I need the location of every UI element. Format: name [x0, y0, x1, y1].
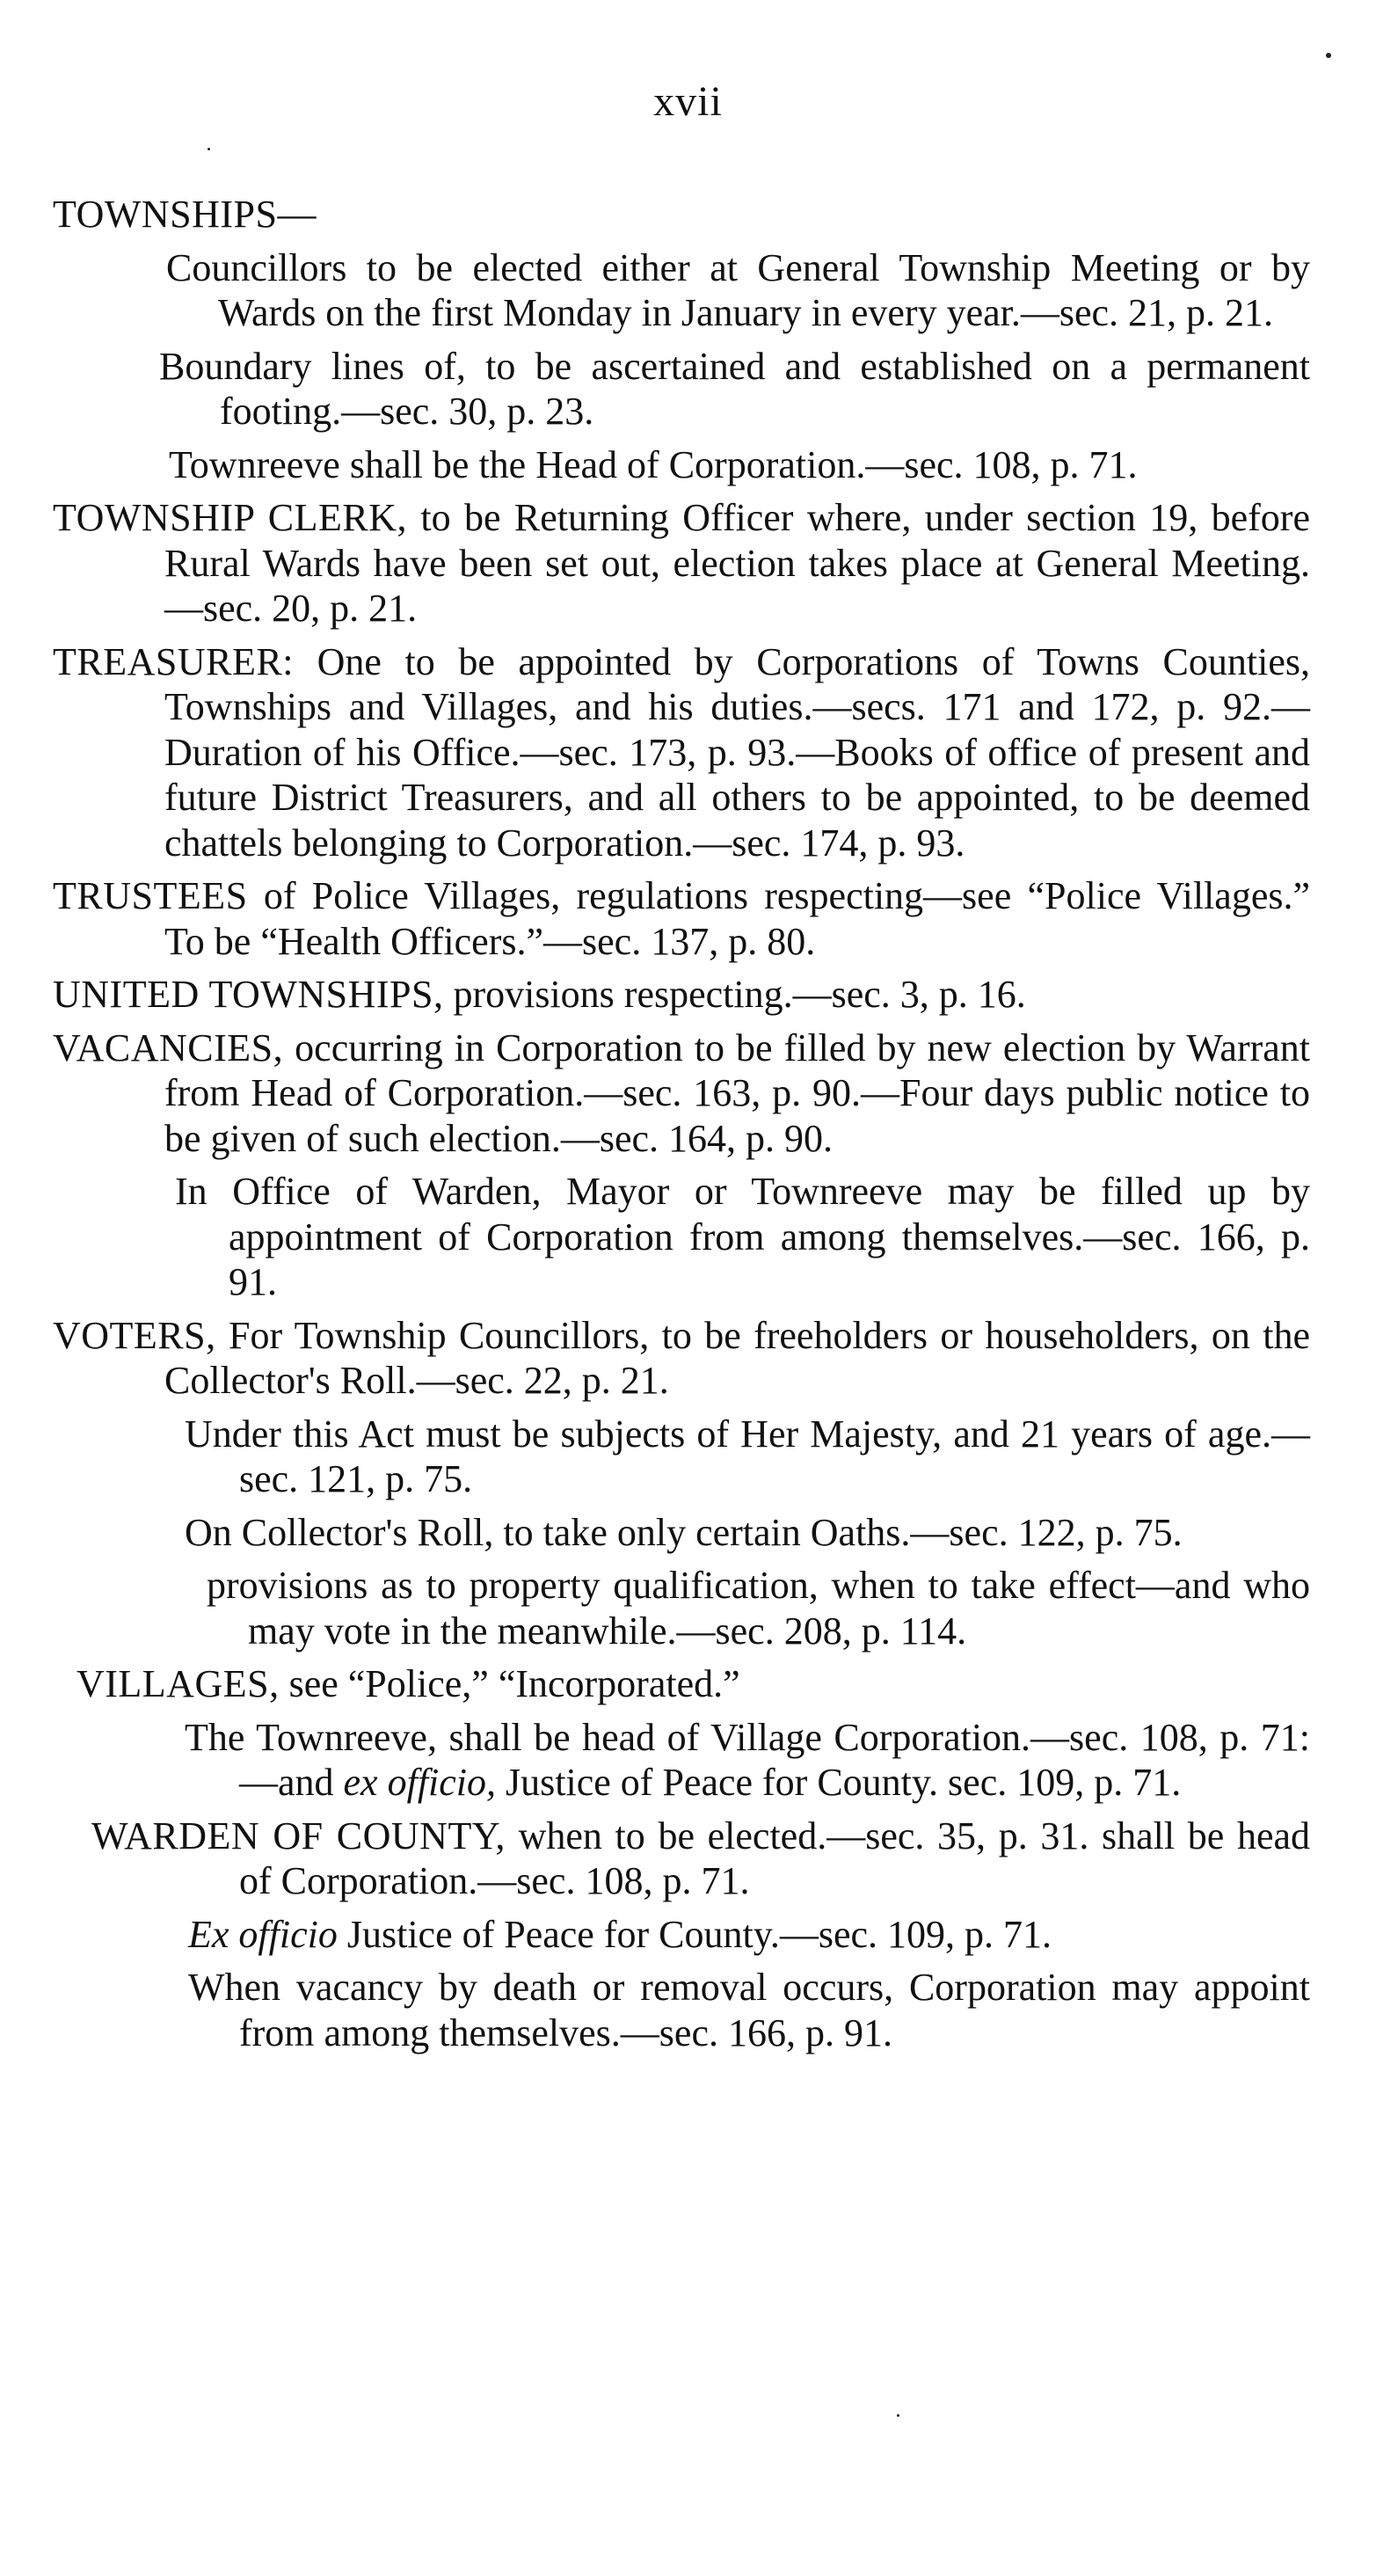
entry-heading: TREASURER:	[53, 639, 294, 683]
scan-speck	[897, 2414, 899, 2417]
index-entry-trustees	[53, 873, 1310, 964]
index-entry-united-townships	[53, 972, 1310, 1018]
entry-heading: VACANCIES,	[53, 1025, 284, 1069]
index-list	[53, 192, 1310, 2063]
entry-text: For Township Councillors, to be freeholders or householders, on the Collector's Roll.—sec. 22, p. 21.	[164, 1313, 1310, 1402]
sub-entry-text: Justice of Peace for County. sec. 109, p. 71.	[496, 1761, 1182, 1804]
entry-heading: TOWNSHIPS—	[53, 193, 317, 236]
index-entry-villages	[53, 1661, 1310, 1707]
ex-officio-italic: Ex officio	[188, 1912, 338, 1956]
sub-entry: provisions as to property qualification, when to take effect—and who may vote in the meanwhile.—sec. 208, p. 114.	[207, 1564, 1310, 1653]
sub-entry-text: The Townreeve, shall be head of Village Corporation.—sec. 108, p. 71:—and	[185, 1715, 1310, 1804]
entry-text: see “Police,” “Incorporated.”	[288, 1662, 740, 1705]
index-entry-township-clerk	[53, 495, 1310, 631]
entry-heading: TOWNSHIP CLERK,	[53, 496, 407, 539]
entry-heading: VILLAGES,	[76, 1662, 280, 1705]
page-number: xvii	[653, 78, 723, 125]
sub-entry: Councillors to be elected either at General Township Meeting or by Wards on the first Monday in January in every year.—sec. 21, p. 21.	[166, 245, 1310, 334]
index-entry-voters	[53, 1313, 1310, 1404]
index-entry-townships	[53, 192, 1310, 237]
entry-text: provisions respecting.—sec. 3, p. 16.	[453, 973, 1026, 1016]
scan-speck	[207, 148, 210, 150]
sub-entry: Boundary lines of, to be ascertained and established on a permanent footing.—sec. 30, p. 23.	[159, 344, 1310, 433]
entry-text: occurring in Corporation to be filled by new election by Warrant from Head of Corporation.—sec. 163, p. 90.—Four days public notice to be given of such election.—sec. 164, p. 90.	[164, 1025, 1311, 1160]
entry-heading: VOTERS,	[53, 1313, 216, 1357]
sub-entry-warden-ex-officio	[53, 1912, 1310, 1958]
index-entry-vacancies	[53, 1025, 1310, 1162]
sub-entry-text: Justice of Peace for County.—sec. 109, p. 71.	[337, 1912, 1052, 1956]
sub-entry: In Office of Warden, Mayor or Townreeve may be filled up by appointment of Corporation from among themselves.—sec. 166, p. 91.	[175, 1170, 1310, 1303]
entry-heading: WARDEN OF COUNTY,	[91, 1813, 506, 1857]
sub-entry: Under this Act must be subjects of Her Majesty, and 21 years of age.—sec. 121, p. 75.	[185, 1412, 1310, 1500]
index-entry-treasurer	[53, 639, 1310, 866]
entry-text: One to be appointed by Corporations of Towns Counties, Townships and Villages, and his duties.—secs. 171 and 172, p. 92.—Duration of his Office.—sec. 173, p. 93.—Books of office of present and future District Treasurers, and all others to be appointed, to be deemed chattels belonging to Corporation.—sec. 174, p. 93.	[164, 639, 1310, 865]
sub-entry-villages-head	[53, 1715, 1310, 1806]
index-entry-warden-of-county	[53, 1813, 1310, 1904]
scan-speck	[1326, 53, 1331, 58]
entry-text: when to be elected.—sec. 35, p. 31. shall be head of Corporation.—sec. 108, p. 71.	[239, 1813, 1311, 1902]
sub-entry: Townreeve shall be the Head of Corporation.—sec. 108, p. 71.	[169, 442, 1138, 486]
entry-text: of Police Villages, regulations respecting—see “Police Villages.” To be “Health Officers.”—sec. 137, p. 80.	[164, 874, 1310, 963]
ex-officio-italic: ex officio,	[343, 1761, 497, 1804]
entry-heading: TRUSTEES	[53, 874, 248, 917]
entry-text: to be Returning Officer where, under section 19, before Rural Wards have been set out, election takes place at General Meeting.—sec. 20, p. 21.	[164, 496, 1310, 630]
entry-heading: UNITED TOWNSHIPS,	[53, 973, 444, 1016]
sub-entry: On Collector's Roll, to take only certain Oaths.—sec. 122, p. 75.	[185, 1510, 1183, 1554]
sub-entry: When vacancy by death or removal occurs, Corporation may appoint from among themselves.—sec. 166, p. 91.	[188, 1966, 1310, 2054]
